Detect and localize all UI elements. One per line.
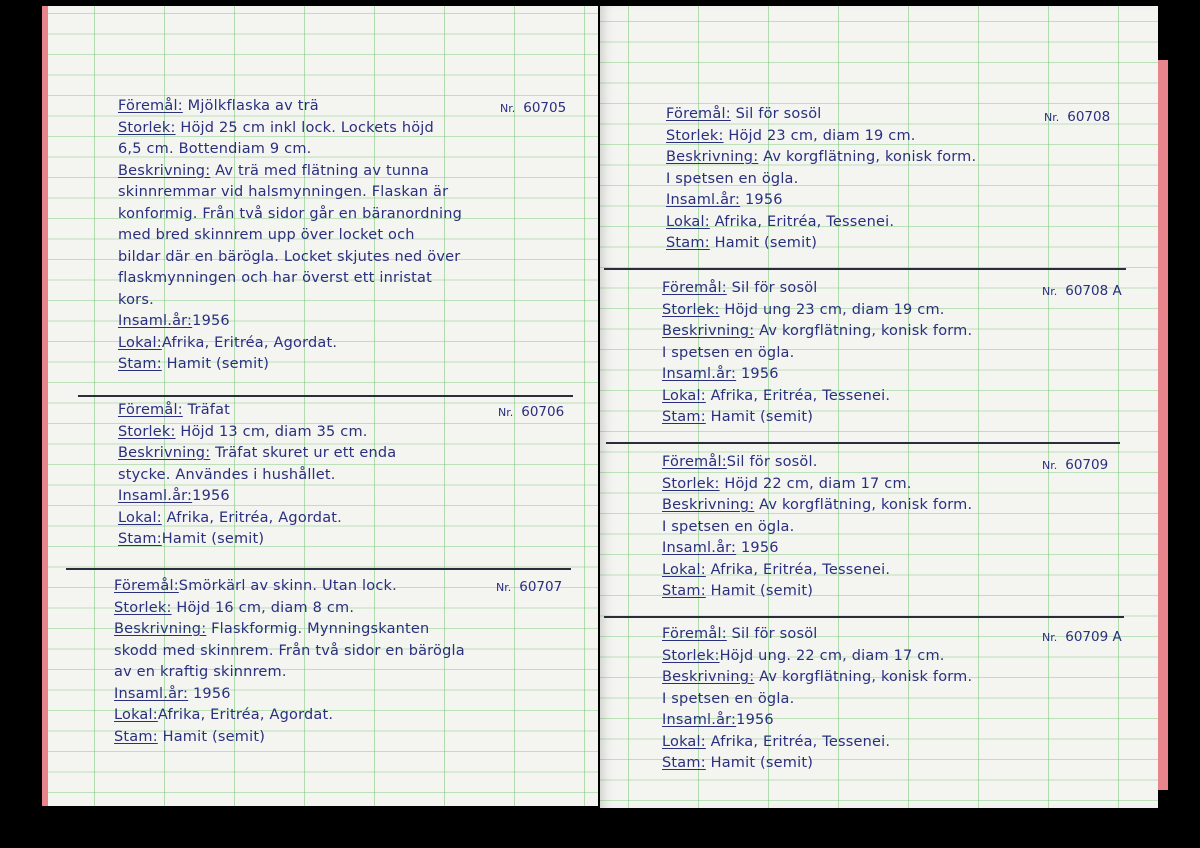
locality-label: Lokal: [118, 334, 162, 351]
item-label: Föremål: [118, 98, 183, 114]
locality-line [118, 333, 462, 355]
tribe-line [662, 407, 972, 429]
catalog-number [1042, 457, 1108, 473]
year-value: 1956 [192, 313, 230, 329]
size-value: Höjd 13 cm, diam 35 cm. [180, 423, 368, 440]
year-line [114, 684, 465, 706]
item-label: Föremål: [662, 280, 727, 296]
description-line: konformig. Från två sidor går en bäranordning [118, 205, 463, 222]
description-label: Beskrivning: [118, 445, 211, 461]
year-label: Insaml.år: [114, 685, 189, 702]
size-label: Storlek: [666, 127, 724, 144]
description-line [666, 147, 976, 169]
size-value: Höjd ung. 22 cm, diam 17 cm. [719, 647, 945, 664]
item-value: Sil för sosöl. [726, 454, 818, 470]
page-edge-red [1158, 60, 1168, 790]
description-line: med bred skinnrem upp över locket och [118, 227, 415, 243]
size-value: Höjd 25 cm inkl lock. Lockets höjd [180, 119, 434, 136]
locality-line [662, 732, 972, 754]
description-line [118, 161, 462, 183]
catalog-entry [662, 452, 972, 603]
description-label: Beskrivning: [662, 323, 755, 339]
item-label: Föremål: [114, 578, 179, 594]
description-line [662, 495, 972, 517]
description-value: Av korgflätning, konisk form. [759, 669, 973, 685]
description-line [114, 619, 465, 641]
size-label: Storlek: [118, 119, 176, 136]
item-value: Sil för sosöl [735, 106, 822, 122]
item-value: Smörkärl av skinn. Utan lock. [178, 578, 397, 594]
catalog-number [1042, 629, 1122, 645]
tribe-label: Stam: [662, 583, 706, 599]
description-value: Träfat skuret ur ett enda [215, 445, 397, 461]
nr-label: Nr. [500, 102, 516, 115]
catalog-entry [114, 576, 465, 748]
item-line [662, 278, 972, 300]
item-value: Sil för sosöl [731, 626, 818, 642]
locality-value: Afrika, Eritréa, Tessenei. [710, 733, 891, 750]
catalog-entry [662, 624, 972, 775]
item-line [662, 452, 972, 474]
locality-label: Lokal: [662, 561, 706, 578]
description-label: Beskrivning: [662, 497, 755, 513]
size-label: Storlek: [662, 475, 720, 492]
description-value: Av korgflätning, konisk form. [759, 323, 973, 339]
description-line: flaskmynningen och har överst ett inristat [118, 270, 432, 286]
entry-separator [606, 442, 1120, 444]
locality-value: Afrika, Eritréa, Agordat. [166, 509, 342, 526]
year-line [662, 538, 972, 560]
description-line: kors. [118, 291, 154, 308]
nr-label: Nr. [1044, 111, 1060, 124]
nr-label: Nr. [498, 406, 514, 419]
description-value: Flaskformig. Mynningskanten [211, 621, 430, 637]
item-line [114, 576, 465, 598]
description-line: I spetsen en ögla. [662, 518, 795, 535]
size-value: Höjd 16 cm, diam 8 cm. [176, 599, 355, 616]
catalog-entry [662, 278, 972, 429]
year-label: Insaml.år: [662, 540, 737, 556]
item-label: Föremål: [662, 454, 727, 470]
description-line: av en kraftig skinnrem. [114, 664, 287, 680]
description-label: Beskrivning: [114, 621, 207, 637]
description-line [662, 321, 972, 343]
nr-value: 60706 [521, 404, 565, 420]
catalog-number [1042, 283, 1122, 299]
item-line [662, 624, 972, 646]
catalog-number [498, 404, 564, 420]
size-value: Höjd 23 cm, diam 19 cm. [728, 127, 916, 144]
nr-value: 60707 [519, 579, 563, 595]
year-value: 1956 [744, 192, 783, 208]
item-value: Träfat [187, 402, 231, 418]
locality-value: Afrika, Eritréa, Tessenei. [710, 561, 891, 578]
year-value: 1956 [740, 366, 779, 382]
size-label: Storlek: [118, 423, 176, 440]
size-line [662, 646, 972, 668]
catalog-entry [118, 400, 396, 551]
locality-line [114, 705, 465, 727]
tribe-line [662, 753, 972, 775]
tribe-line [662, 581, 972, 603]
year-line [666, 190, 976, 212]
description-line: I spetsen en ögla. [662, 344, 795, 361]
entry-separator [78, 395, 573, 397]
description-label: Beskrivning: [662, 669, 755, 685]
size-value: Höjd 22 cm, diam 17 cm. [724, 475, 912, 492]
locality-line [666, 212, 976, 234]
nr-value: 60709 A [1065, 629, 1122, 645]
tribe-label: Stam: [666, 235, 710, 251]
locality-line [118, 508, 396, 530]
tribe-value: Hamit (semit) [710, 755, 814, 771]
catalog-entry [666, 104, 976, 255]
year-label: Insaml.år: [662, 366, 737, 382]
tribe-line [118, 354, 462, 376]
description-label: Beskrivning: [118, 162, 211, 179]
tribe-line [666, 233, 976, 255]
locality-label: Lokal: [662, 733, 706, 750]
locality-label: Lokal: [114, 707, 158, 723]
tribe-value: Hamit (semit) [710, 409, 814, 425]
locality-value: Afrika, Eritréa, Tessenei. [714, 213, 895, 230]
description-value: Av trä med flätning av tunna [215, 162, 430, 179]
item-label: Föremål: [118, 402, 183, 418]
size-line [666, 126, 976, 148]
description-line: stycke. Användes i hushållet. [118, 466, 336, 483]
description-label: Beskrivning: [666, 149, 759, 165]
entry-separator [66, 568, 571, 570]
locality-label: Lokal: [666, 213, 710, 230]
tribe-label: Stam: [662, 409, 706, 425]
catalog-number [1044, 109, 1110, 125]
item-label: Föremål: [666, 106, 731, 122]
year-label: Insaml.år: [118, 488, 193, 504]
year-value: 1956 [736, 712, 774, 728]
year-value: 1956 [192, 685, 231, 702]
tribe-label: Stam: [662, 755, 706, 771]
catalog-number [496, 579, 562, 595]
nr-label: Nr. [1042, 285, 1058, 298]
size-label: Storlek: [662, 647, 720, 664]
description-value: Av korgflätning, konisk form. [763, 149, 977, 165]
locality-value: Afrika, Eritréa, Agordat. [157, 707, 334, 723]
item-line [118, 96, 462, 118]
catalog-entry [118, 96, 462, 376]
tribe-label: Stam: [118, 531, 162, 547]
catalog-number [500, 100, 566, 116]
size-line [114, 598, 465, 620]
tribe-value: Hamit (semit) [161, 531, 265, 547]
item-value: Mjölkflaska av trä [187, 98, 319, 114]
item-line [118, 400, 396, 422]
description-line: skinnremmar vid halsmynningen. Flaskan är [118, 184, 449, 200]
description-value: Av korgflätning, konisk form. [759, 497, 973, 513]
item-line [666, 104, 976, 126]
tribe-value: Hamit (semit) [162, 728, 266, 745]
year-line [118, 486, 396, 508]
nr-value: 60705 [523, 100, 567, 116]
size-line [118, 118, 462, 140]
tribe-value: Hamit (semit) [710, 583, 814, 599]
description-line: bildar där en bärögla. Locket skjutes ned över [118, 248, 461, 265]
tribe-line [118, 529, 396, 551]
size-value: Höjd ung 23 cm, diam 19 cm. [724, 301, 945, 318]
year-value: 1956 [192, 488, 230, 504]
entry-separator [604, 268, 1126, 270]
locality-label: Lokal: [118, 509, 162, 526]
item-value: Sil för sosöl [731, 280, 818, 296]
locality-label: Lokal: [662, 387, 706, 404]
locality-value: Afrika, Eritréa, Agordat. [161, 334, 338, 351]
description-line [662, 667, 972, 689]
tribe-line [114, 727, 465, 749]
locality-line [662, 386, 972, 408]
locality-line [662, 560, 972, 582]
size-label: Storlek: [114, 599, 172, 616]
year-label: Insaml.år: [118, 313, 193, 329]
year-line [118, 311, 462, 333]
size-label: Storlek: [662, 301, 720, 318]
year-label: Insaml.år: [666, 192, 741, 208]
tribe-label: Stam: [118, 356, 162, 372]
entry-separator [604, 616, 1124, 618]
description-line: I spetsen en ögla. [662, 690, 795, 707]
nr-value: 60708 A [1065, 283, 1122, 299]
nr-label: Nr. [1042, 459, 1058, 472]
size-line: 6,5 cm. Bottendiam 9 cm. [118, 141, 312, 157]
nr-value: 60709 [1065, 457, 1109, 473]
year-label: Insaml.år: [662, 712, 737, 728]
year-value: 1956 [740, 540, 779, 556]
locality-value: Afrika, Eritréa, Tessenei. [710, 387, 891, 404]
size-line [662, 474, 972, 496]
tribe-label: Stam: [114, 728, 158, 745]
tribe-value: Hamit (semit) [714, 235, 818, 251]
description-line: skodd med skinnrem. Från två sidor en bärögla [114, 642, 465, 659]
year-line [662, 710, 972, 732]
description-line: I spetsen en ögla. [666, 170, 799, 187]
description-line [118, 443, 396, 465]
year-line [662, 364, 972, 386]
nr-label: Nr. [1042, 631, 1058, 644]
item-label: Föremål: [662, 626, 727, 642]
nr-label: Nr. [496, 581, 512, 594]
size-line [118, 422, 396, 444]
nr-value: 60708 [1067, 109, 1111, 125]
tribe-value: Hamit (semit) [166, 356, 270, 372]
size-line [662, 300, 972, 322]
